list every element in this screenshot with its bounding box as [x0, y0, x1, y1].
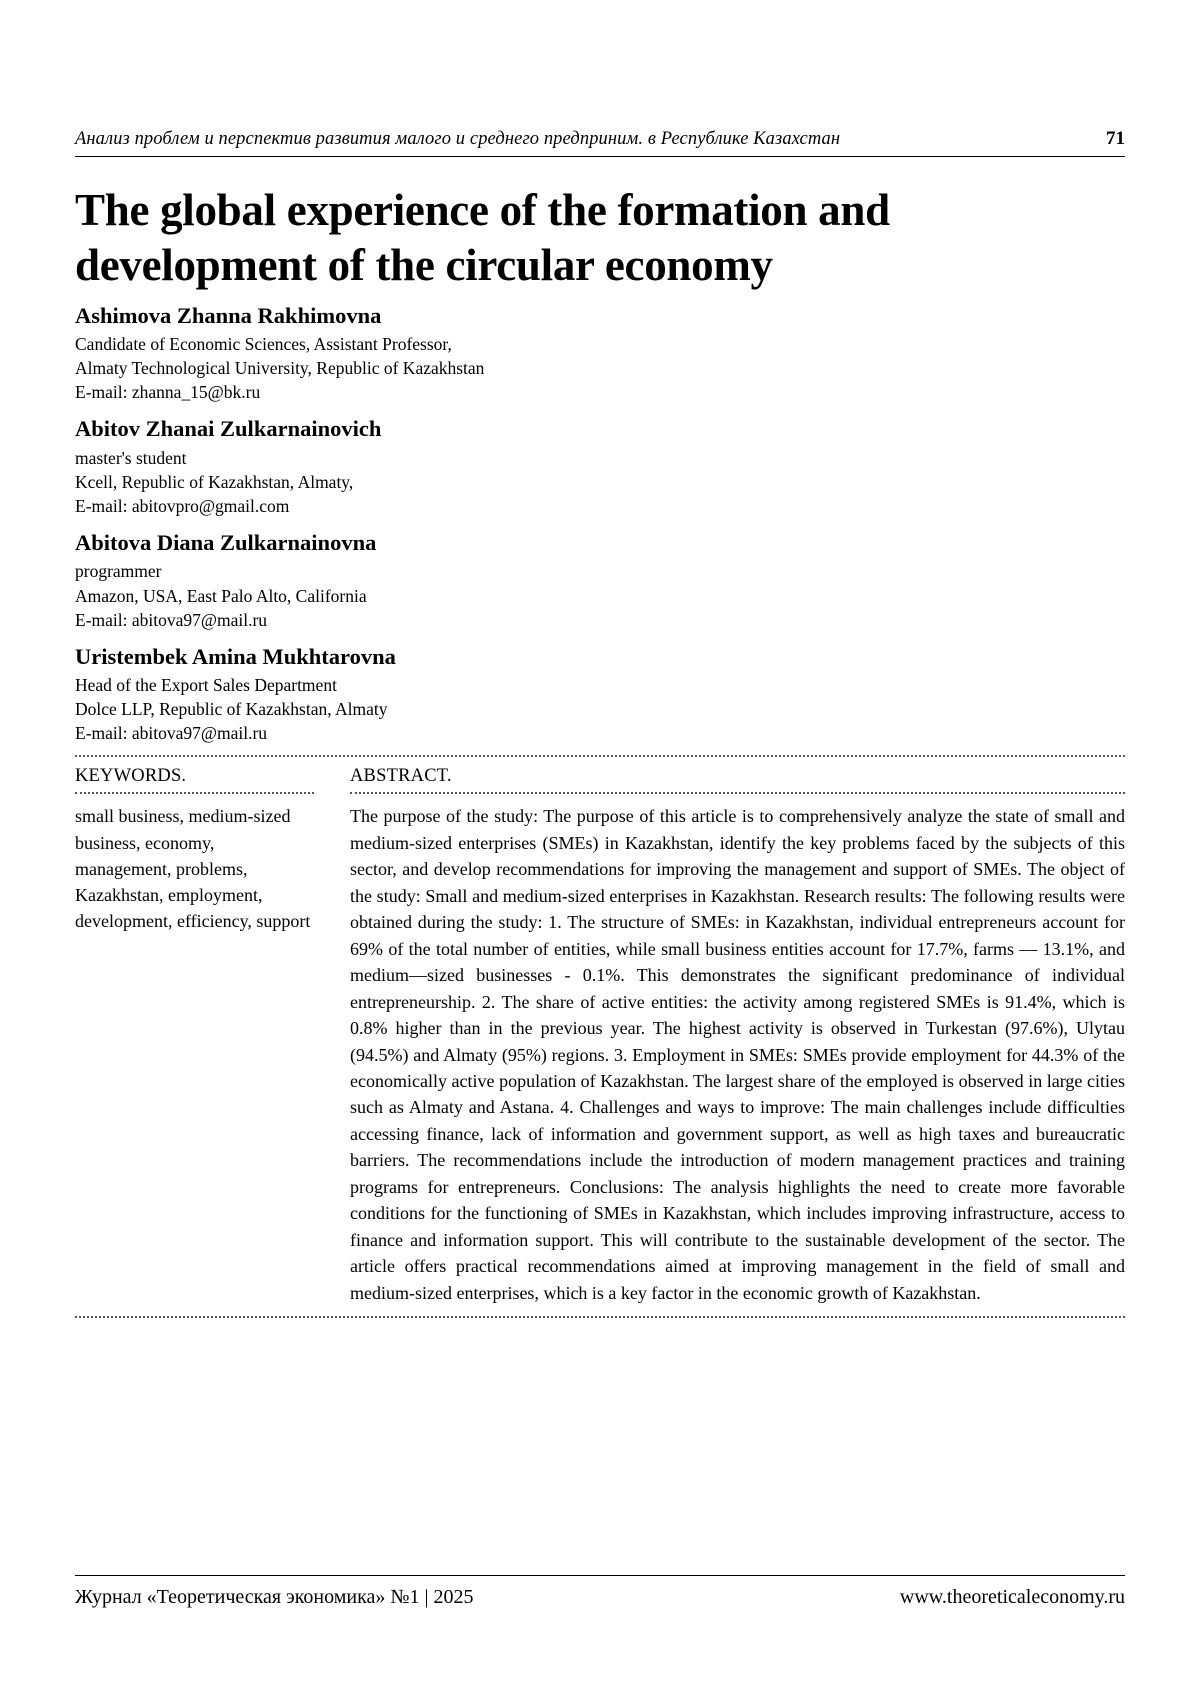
author-email-line: E-mail: zhanna_15@bk.ru — [75, 382, 261, 403]
footer-journal: Журнал «Теоретическая экономика» №1 | 2025 — [75, 1586, 474, 1608]
abstract-section — [75, 766, 1125, 1306]
author-affiliation-line: Kcell, Republic of Kazakhstan, Almaty, — [75, 471, 354, 492]
footer-divider — [75, 1575, 1125, 1576]
author-block-2 — [75, 414, 1125, 518]
author-block-1 — [75, 301, 1125, 405]
author-affiliation-line: Amazon, USA, East Palo Alto, California — [75, 585, 367, 606]
page-title: The global experience of the formation and development of the circular economy — [75, 185, 890, 290]
author-email-line: E-mail: abitovpro@gmail.com — [75, 495, 290, 516]
running-head — [75, 128, 1125, 157]
abstract-column — [328, 766, 1125, 1306]
author-block-4 — [75, 642, 1125, 746]
divider-keywords — [75, 792, 314, 794]
author-email-line: E-mail: abitova97@mail.ru — [75, 723, 268, 744]
author-block-3 — [75, 528, 1125, 632]
author-email-line: E-mail: abitova97@mail.ru — [75, 609, 268, 630]
author-name: Ashimova Zhanna Rakhimovna — [75, 302, 382, 328]
running-head-title: Анализ проблем и перспектив развития малого и среднего предприним. в Республике Казахстан — [75, 129, 841, 149]
keywords-label: KEYWORDS. — [75, 766, 187, 787]
author-affiliation-line: Head of the Export Sales Department — [75, 675, 337, 696]
author-affiliation-line: master's student — [75, 447, 187, 468]
divider-bottom — [75, 1316, 1125, 1318]
author-affiliation-line: Candidate of Economic Sciences, Assistant Professor, — [75, 334, 452, 355]
keywords-text: small business, medium-sized business, economy, management, problems, Kazakhstan, employment, development, efficiency, support — [75, 806, 311, 931]
page-number: 71 — [1106, 128, 1125, 149]
abstract-label: ABSTRACT. — [350, 766, 452, 787]
author-affiliation-line: Almaty Technological University, Republic of Kazakhstan — [75, 358, 485, 379]
divider-abstract — [350, 792, 1125, 794]
author-affiliation-line: programmer — [75, 561, 162, 582]
author-name: Abitova Diana Zulkarnainovna — [75, 530, 377, 556]
author-affiliation-line: Dolce LLP, Republic of Kazakhstan, Almaty — [75, 699, 388, 720]
abstract-text: The purpose of the study: The purpose of this article is to comprehensively analyze the state of small and medium-sized enterprises (SMEs) in Kazakhstan, identify the key problems faced by the subjects of this sector, and develop recommendations for improving the management and support of SMEs. The object of the study: Small and medium-sized enterprises in Kazakhstan. Research results: The following results were obtained during the study: 1. The structure of SMEs: in Kazakhstan, individual entrepreneurs account for 69% of the total number of entities, while small business entities account for 17.7%, farms — 13.1%, and medium—sized businesses - 0.1%. This demonstrates the significant predominance of individual entrepreneurship. 2. The share of active entities: the activity among registered SMEs is 91.4%, which is 0.8% higher than in the previous year. The highest activity is observed in Turkestan (97.6%), Ulytau (94.5%) and Almaty (95%) regions. 3. Employment in SMEs: SMEs provide employment for 44.3% of the economically active population of Kazakhstan. The largest share of the employed is observed in large cities such as Almaty and Astana. 4. Challenges and ways to improve: The main challenges include difficulties accessing finance, lack of information and government support, as well as high taxes and bureaucratic barriers. The recommendations include the introduction of modern management practices and training programs for entrepreneurs. Conclusions: The analysis highlights the need to create more favorable conditions for the functioning of SMEs in Kazakhstan, which includes improving infrastructure, access to finance and information support. This will contribute to the sustainable development of the sector. The article offers practical recommendations aimed at improving management in the field of small and medium-sized enterprises, which is a key factor in the economic growth of Kazakhstan. — [350, 806, 1125, 1303]
footer-website[interactable]: www.theoreticaleconomy.ru — [899, 1586, 1125, 1608]
divider-top — [75, 755, 1125, 757]
author-name: Abitov Zhanai Zulkarnainovich — [75, 416, 382, 442]
keywords-column — [75, 766, 328, 1306]
author-name: Uristembek Amina Mukhtarovna — [75, 643, 396, 669]
page-footer — [75, 1575, 1125, 1609]
